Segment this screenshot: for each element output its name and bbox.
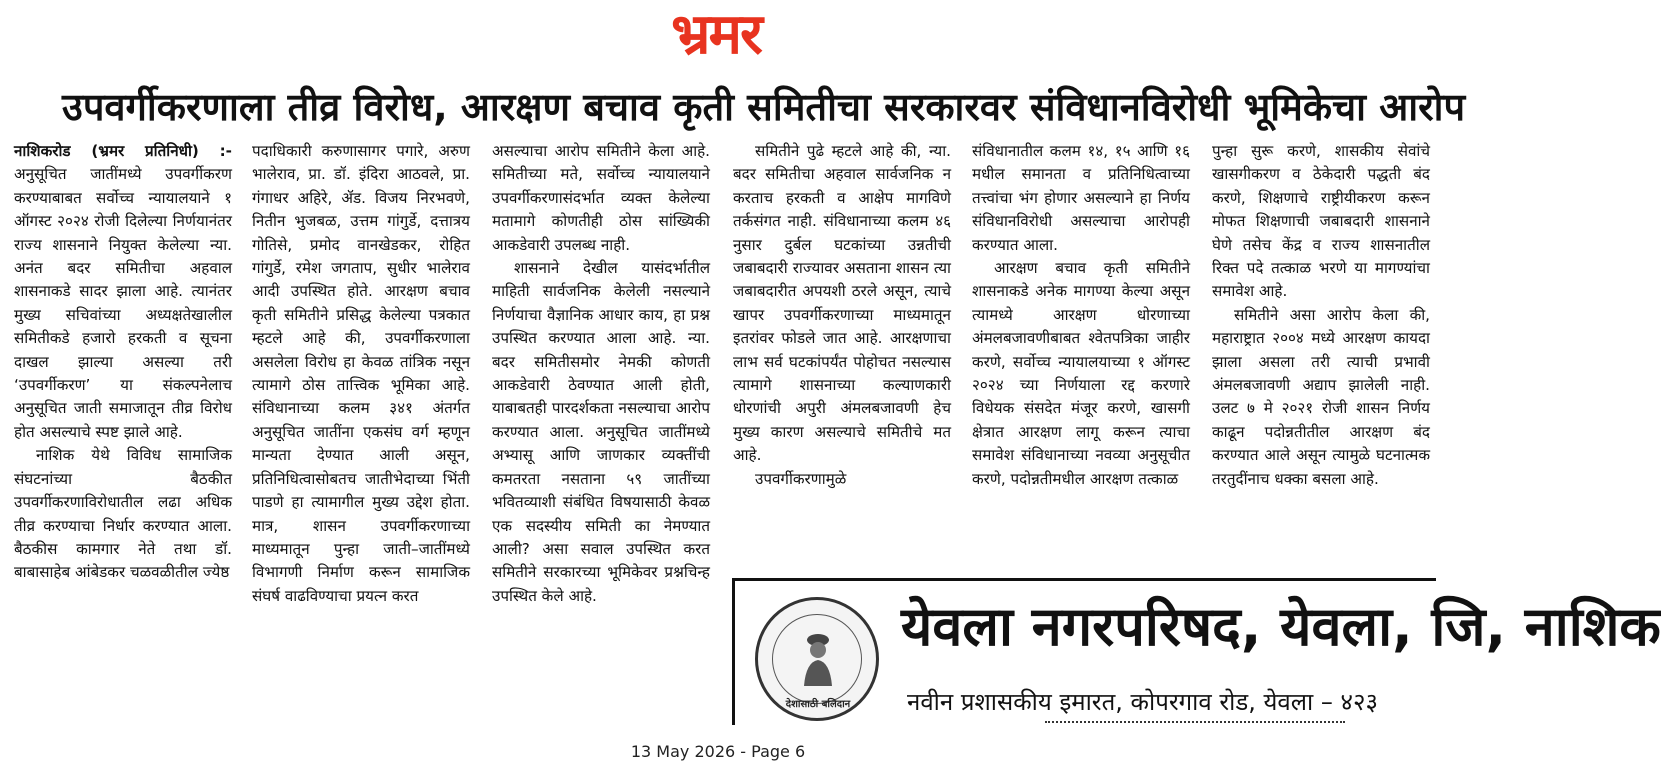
article-column-5 [972, 140, 1190, 570]
article-paragraph: संविधानातील कलम १४, १५ आणि १६ मधील समानता व प्रतिनिधित्वाच्या तत्त्वांचा भंग होणार असल्याने हा निर्णय संविधानविरोधी असल्याचा आरोपही करण्यात आला. [972, 142, 1190, 254]
municipal-council-advertisement [732, 578, 1661, 725]
article-column-2 [252, 140, 470, 725]
article-paragraph [14, 140, 232, 444]
article-headline: उपवर्गीकरणाला तीव्र विरोध, आरक्षण बचाव कृती समितीचा सरकारवर संविधानविरोधी भूमिकेचा आरोप [62, 85, 1466, 129]
article-paragraph: समितीने असा आरोप केला की, महाराष्ट्रात २००४ मध्ये आरक्षण कायदा झाला असला तरी त्याची प्रभावी अंमलबजावणी अद्याप झालेली नाही. उलट ७ मे २०२१ रोजी शासन निर्णय काढून पदोन्नतीतील आरक्षण बंद करण्यात आले असून त्यामुळे घटनात्मक तरतुदींनाच धक्का बसला आहे. [1212, 305, 1430, 488]
article-paragraph: शासनाने देखील यासंदर्भातील माहिती सार्वजनिक केलेली नसल्याने निर्णयाचा वैज्ञानिक आधार काय, हा प्रश्न उपस्थित करण्यात आला आहे. न्या. बदर समितीसमोर नेमकी कोणती आकडेवारी ठेवण्यात आली होती, याबाबतही पारदर्शकता नसल्याचा आरोप करण्यात आला. अनुसूचित जातींमध्ये अभ्यासू आणि जाणकार व्यक्तींची कमतरता नसताना ५९ जातींच्या भवितव्याशी संबंधित विषयासाठी केवळ एक सदस्यीय समिती का नेमण्यात आली? असा सवाल उपस्थित करत समितीने सरकारच्या भूमिकेवर प्रश्नचिन्ह उपस्थित केले आहे. [492, 259, 710, 605]
article-text: अनुसूचित जातींमध्ये उपवर्गीकरण करण्याबाबत सर्वोच्च न्यायालयाने १ ऑगस्ट २०२४ रोजी दिलेल्या निर्णयानंतर राज्य शासनाने नियुक्त केलेल्या न्या. अनंत बदर समितीचा अहवाल शासनाकडे सादर झाला आहे. त्यानंतर मुख्य सचिवांच्या अध्यक्षतेखालील समितीकडे हजारो हरकती व सूचना दाखल झाल्या असल्या तरी ‘उपवर्गीकरण’ या संकल्पनेलाच अनुसूचित जाती समाजातून तीव्र विरोध होत असल्याचे स्पष्ट झाले आहे. [14, 165, 232, 441]
article-column-3 [492, 140, 710, 725]
seal-portrait-icon [798, 630, 838, 688]
article-paragraph: नाशिक येथे विविध सामाजिक संघटनांच्या बैठकीत उपवर्गीकरणाविरोधातील लढा अधिक तीव्र करण्याचा निर्धार करण्यात आला. बैठकीस कामगार नेते तथा डॉ. बाबासाहेब आंबेडकर चळवळीतील ज्येष्ठ [14, 446, 232, 582]
article-paragraph: उपवर्गीकरणामुळे [755, 469, 847, 488]
article-column-1 [14, 140, 232, 725]
newspaper-masthead-logo: भ्रमर [671, 2, 761, 67]
article-column-4 [733, 140, 951, 570]
article-paragraph: पदाधिकारी करुणासागर पगारे, अरुण भालेराव, प्रा. डॉ. इंदिरा आठवले, प्रा. गंगाधर अहिरे, ॲड. विजय निरभवणे, नितीन भुजबळ, उत्तम गांगुर्डे, दत्तात्रय गोतिसे, प्रमोद वानखेडकर, रोहित गांगुर्डे, रमेश जगताप, सुधीर भालेराव आदी उपस्थित होते. आरक्षण बचाव कृती समितीने प्रसिद्ध केलेल्या पत्रकात म्हटले आहे की, उपवर्गीकरणाला असलेला विरोध हा केवळ तांत्रिक नसून त्यामागे ठोस तात्त्विक भूमिका आहे. संविधानाच्या कलम ३४१ अंतर्गत अनुसूचित जातींना एकसंघ वर्ग म्हणून मान्यता देण्यात आली असून, प्रतिनिधित्वासोबतच जातीभेदाच्या भिंती पाडणे हा त्यामागील मुख्य उद्देश होता. मात्र, शासन उपवर्गीकरणाच्या माध्यमातून पुन्हा जाती–जातींमध्ये विभागणी निर्माण करून सामाजिक संघर्ष वाढविण्याचा प्रयत्न करत [252, 142, 470, 605]
municipal-seal-icon [755, 597, 879, 721]
ad-address: नवीन प्रशासकीय इमारत, कोपरगाव रोड, येवला – ४२३ [907, 688, 1378, 716]
article-paragraph: आरक्षण बचाव कृती समितीने शासनाकडे अनेक मागण्या केल्या असून त्यामध्ये आरक्षण धोरणाच्या अंमलबजावणीबाबत श्वेतपत्रिका जाहीर करणे, सर्वोच्च न्यायालयाच्या १ ऑगस्ट २०२४ च्या निर्णयाला रद्द करणारे विधेयक संसदेत मंजूर करणे, खासगी क्षेत्रात आरक्षण लागू करून त्याचा समावेश संविधानाच्या नवव्या अनुसूचीत करणे, पदोन्नतीमधील आरक्षण तत्काळ [972, 259, 1190, 488]
article-paragraph: असल्याचा आरोप समितीने केला आहे. समितीच्या मते, सर्वोच्च न्यायालयाने उपवर्गीकरणासंदर्भात व्यक्त केलेल्या मतामागे कोणतीही ठोस सांख्यिकी आकडेवारी उपलब्ध नाही. [492, 142, 710, 254]
article-paragraph: समितीने पुढे म्हटले आहे की, न्या. बदर समितीचा अहवाल सार्वजनिक न करताच हरकती व आक्षेप मागविणे तर्कसंगत नाही. संविधानाच्या कलम ४६ नुसार दुर्बल घटकांच्या उन्नतीची जबाबदारी राज्यावर असताना शासन त्या जबाबदारीत अपयशी ठरले असून, त्याचे खापर उपवर्गीकरणाच्या माध्यमातून इतरांवर फोडले जात आहे. आरक्षणाचा लाभ सर्व घटकांपर्यंत पोहोचत नसल्यास त्यामागे शासनाच्या कल्याणकारी धोरणांची अपुरी अंमलबजावणी हेच मुख्य कारण असल्याचे समितीचे मत आहे. [733, 142, 951, 465]
ad-title: येवला नगरपरिषद, येवला, जि, नाशिक [901, 595, 1661, 658]
seal-text: देशासाठी बलिदान [785, 699, 851, 710]
article-paragraph: पुन्हा सुरू करणे, शासकीय सेवांचे खासगीकरण व ठेकेदारी पद्धती बंद करणे, शिक्षणाचे राष्ट्रीयीकरण करून मोफत शिक्षणाची जबाबदारी शासनाने घेणे तसेच केंद्र व राज्य शासनातील रिक्त पदे तत्काळ भरणे या मागण्यांचा समावेश आहे. [1212, 142, 1430, 301]
article-column-6 [1212, 140, 1430, 570]
page-footer-date: 13 May 2026 - Page 6 [630, 742, 806, 761]
ad-cut-off-line [1045, 721, 1345, 733]
article-dateline: नाशिकरोड (भ्रमर प्रतिनिधी) :- [14, 142, 232, 160]
